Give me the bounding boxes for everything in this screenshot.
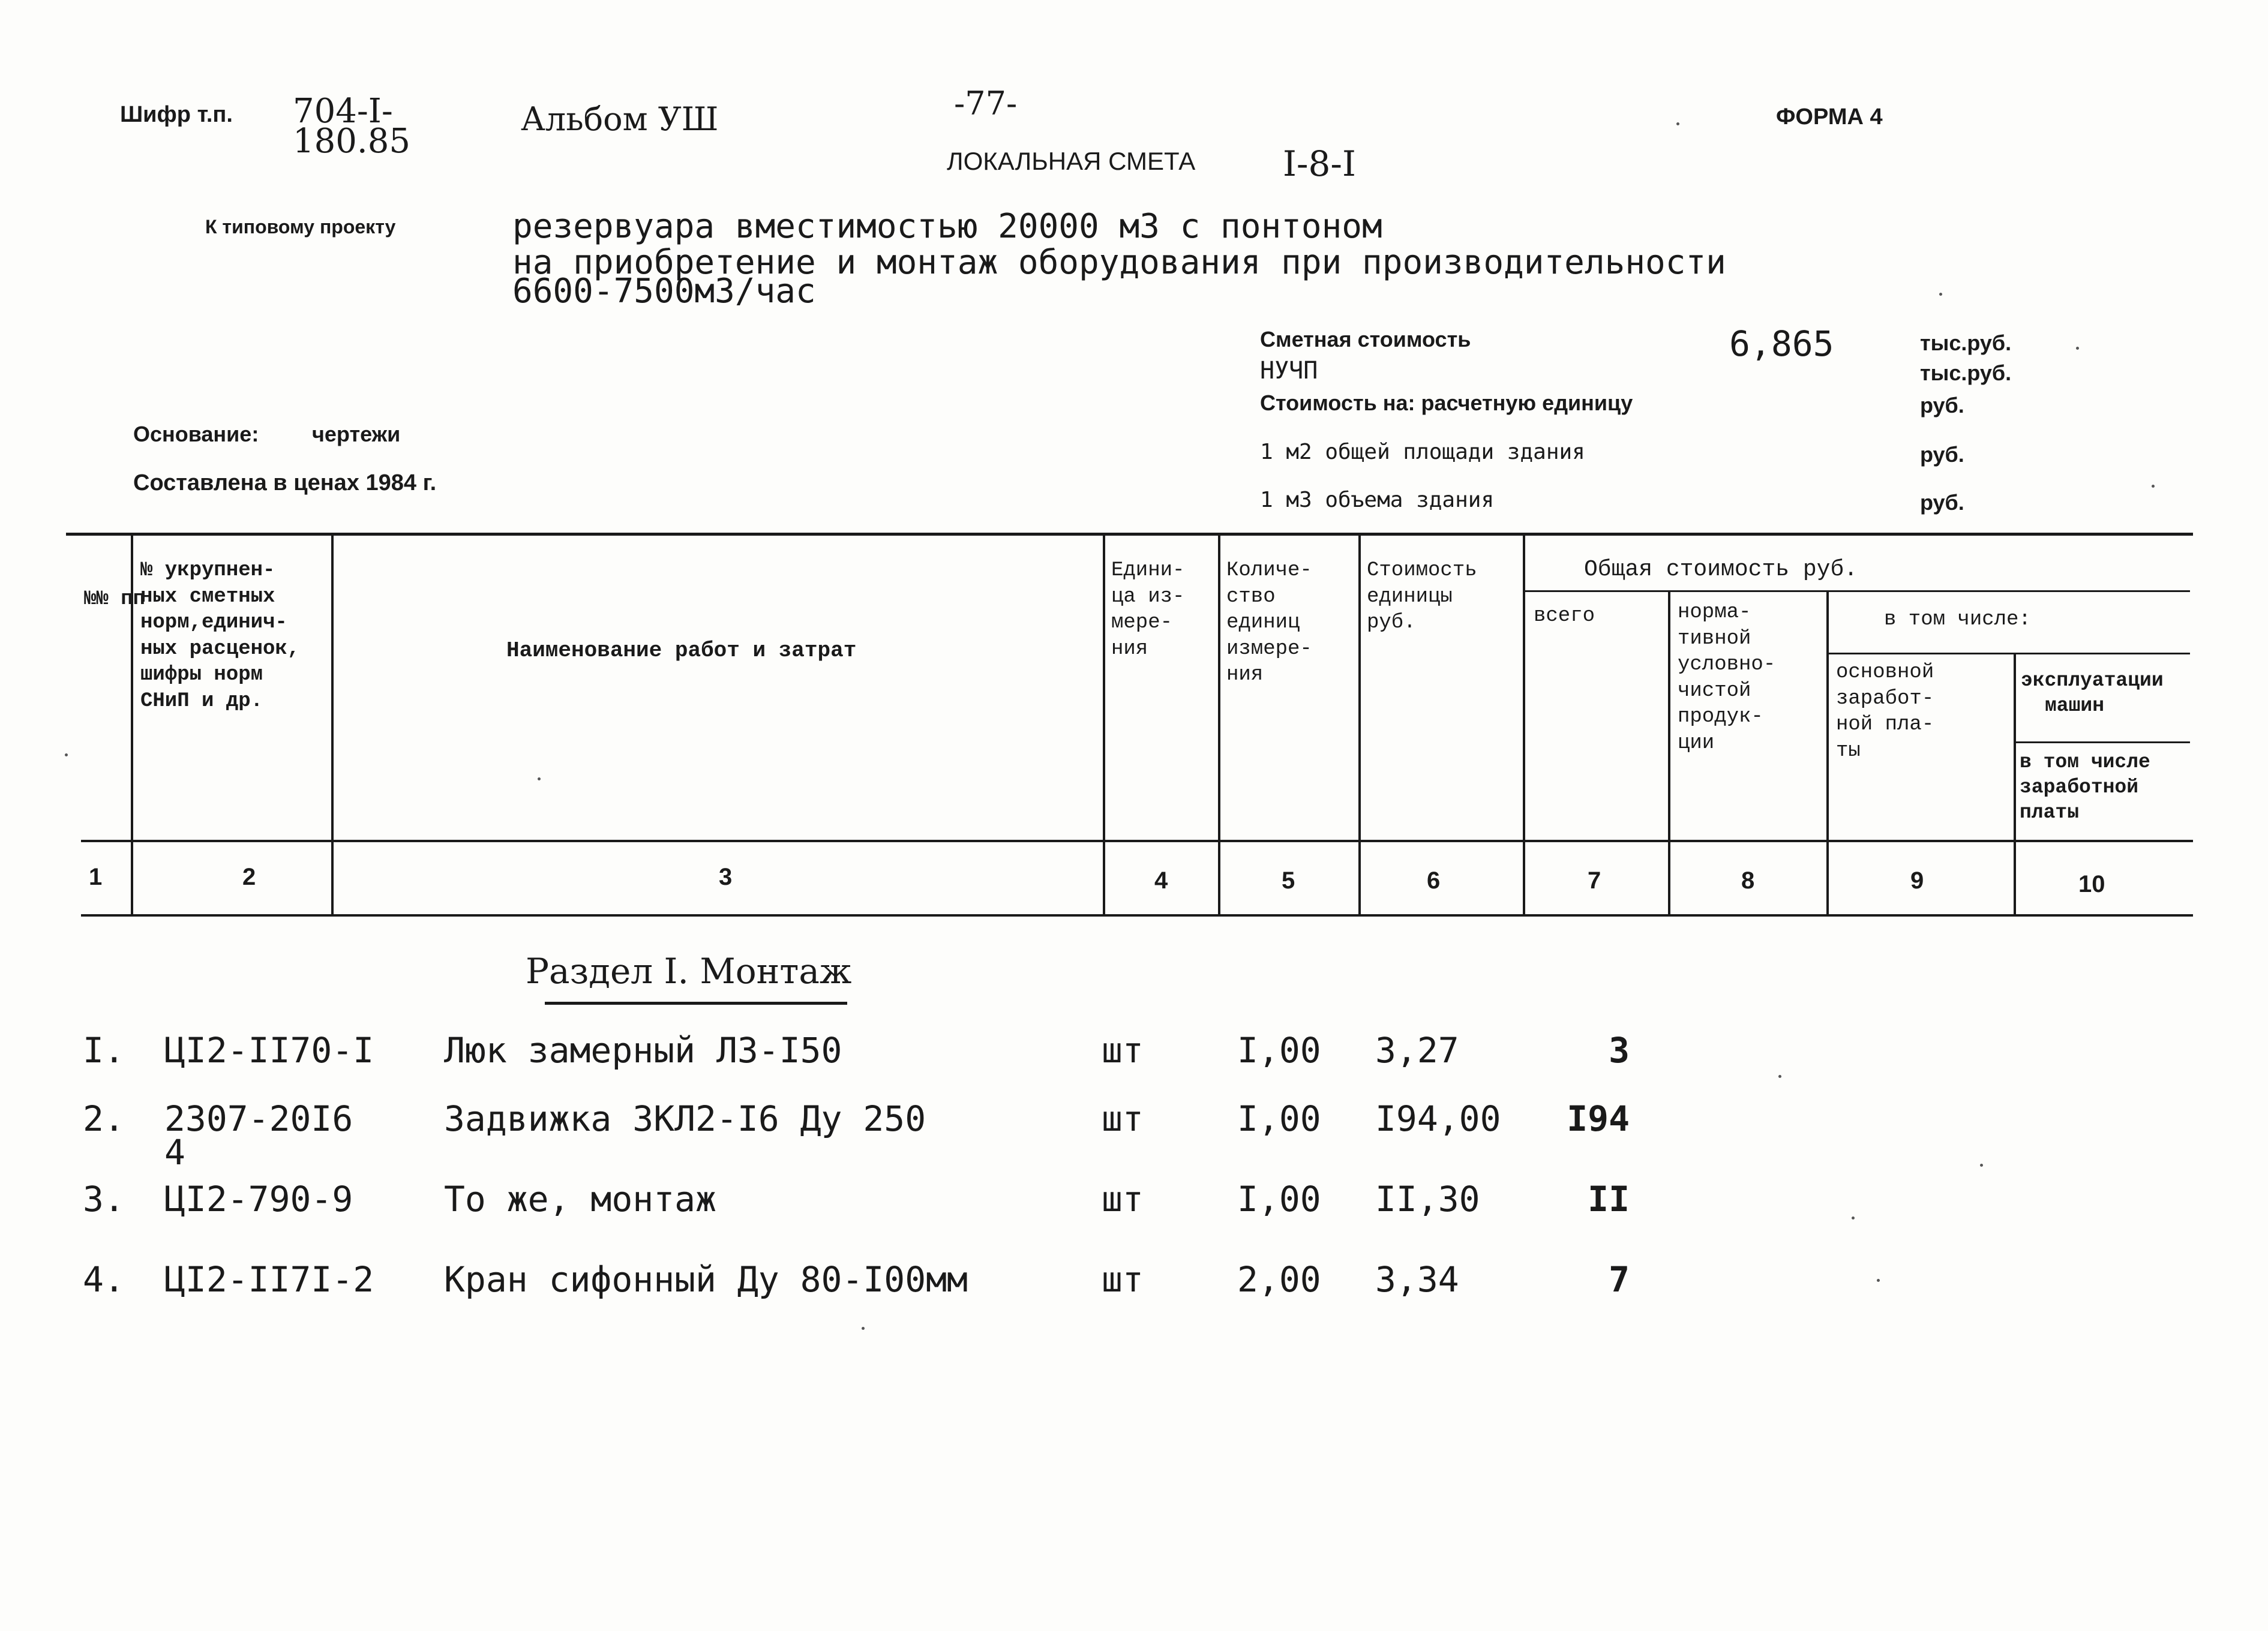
row-code-suffix: 4 bbox=[164, 1132, 185, 1173]
section-title: Раздел I. Монтаж bbox=[526, 951, 852, 992]
project-line2: на приобретение и монтаж оборудования при производительности bbox=[512, 243, 1726, 282]
per-unit-unit: руб. bbox=[1920, 393, 1964, 417]
col-header-7: всего bbox=[1534, 605, 1595, 627]
row-total: I94 bbox=[1567, 1098, 1630, 1139]
col-number-10: 10 bbox=[2078, 871, 2105, 897]
col-header-9: основной заработ- ной пла- ты bbox=[1836, 661, 1934, 762]
nuchp-label: НУЧП bbox=[1260, 357, 1318, 385]
col-header-10b: в том числе заработной платы bbox=[2020, 751, 2150, 824]
page-number: -77- bbox=[954, 85, 1018, 122]
basis-value: чертежи bbox=[312, 422, 401, 446]
col-header-2: № укрупнен- ных сметных норм,единич- ных расценок, шифры норм СНиП и др. bbox=[140, 559, 300, 713]
per-m3-label: 1 м3 объема здания bbox=[1260, 488, 1495, 512]
col-header-6: Стоимость единицы руб. bbox=[1367, 559, 1477, 635]
project-line3: 6600-7500м3/час bbox=[512, 272, 816, 311]
row-qty: 2,00 bbox=[1237, 1259, 1321, 1300]
col-number-9: 9 bbox=[1910, 867, 1924, 894]
row-code: ЦI2-II7I-2 bbox=[164, 1259, 374, 1300]
per-m3-unit: руб. bbox=[1920, 490, 1964, 515]
row-total: 3 bbox=[1609, 1030, 1630, 1071]
col-header-3: Наименование работ и затрат bbox=[506, 638, 857, 663]
row-qty: I,00 bbox=[1237, 1098, 1321, 1139]
row-code: ЦI2-II70-I bbox=[164, 1030, 374, 1071]
row-code: 2307-20I6 bbox=[164, 1098, 353, 1139]
estimated-cost-value: 6,865 bbox=[1729, 323, 1834, 364]
row-unit: шт bbox=[1102, 1179, 1144, 1220]
estimate-title: ЛОКАЛЬНАЯ СМЕТА bbox=[947, 147, 1196, 175]
col-number-5: 5 bbox=[1282, 867, 1295, 894]
row-name: Задвижка ЗКЛ2-I6 Ду 250 bbox=[444, 1098, 926, 1139]
row-qty: I,00 bbox=[1237, 1030, 1321, 1071]
cipher-label: Шифр т.п. bbox=[120, 102, 233, 127]
col-group-incl: в том числе: bbox=[1884, 608, 2031, 631]
row-code: ЦI2-790-9 bbox=[164, 1179, 353, 1220]
row-name: Люк замерный ЛЗ-I50 bbox=[444, 1030, 842, 1071]
row-name: То же, монтаж bbox=[444, 1179, 716, 1220]
row-name: Кран сифонный Ду 80-I00мм bbox=[444, 1259, 968, 1300]
row-number: 2. bbox=[83, 1098, 125, 1139]
row-total: 7 bbox=[1609, 1259, 1630, 1300]
per-m2-label: 1 м2 общей площади здания bbox=[1260, 440, 1585, 464]
cipher-line2: 180.85 bbox=[293, 122, 410, 161]
project-line1: резервуара вместимостью 20000 м3 с понтоном bbox=[512, 207, 1382, 246]
col-group-total: Общая стоимость руб. bbox=[1584, 557, 1858, 582]
row-total: II bbox=[1588, 1179, 1630, 1220]
col-number-7: 7 bbox=[1588, 867, 1601, 894]
col-number-3: 3 bbox=[719, 864, 733, 890]
col-number-8: 8 bbox=[1741, 867, 1755, 894]
row-number: I. bbox=[83, 1030, 125, 1071]
project-label: К типовому проекту bbox=[205, 216, 396, 238]
col-header-5: Количе- ство единиц измере- ния bbox=[1226, 559, 1312, 687]
album-label: Альбом УШ bbox=[521, 100, 719, 138]
col-number-1: 1 bbox=[89, 864, 103, 890]
row-price: II,30 bbox=[1375, 1179, 1480, 1220]
row-unit: шт bbox=[1102, 1098, 1144, 1139]
col-header-4: Едини- ца из- мере- ния bbox=[1111, 559, 1185, 660]
estimated-cost-label: Сметная стоимость bbox=[1260, 327, 1471, 352]
col-number-2: 2 bbox=[242, 864, 256, 890]
estimate-number: I-8-I bbox=[1283, 143, 1356, 184]
per-unit-label: Стоимость на: расчетную единицу bbox=[1260, 391, 1633, 415]
col-header-8: норма- тивной условно- чистой продук- ции bbox=[1678, 601, 1776, 755]
estimated-cost-unit: тыс.руб. bbox=[1920, 331, 2012, 355]
col-header-10a: эксплуатации машин bbox=[2021, 669, 2164, 717]
col-header-1: №№ пп bbox=[84, 588, 146, 611]
row-unit: шт bbox=[1102, 1030, 1144, 1071]
section-underline bbox=[545, 1002, 847, 1005]
row-number: 4. bbox=[83, 1259, 125, 1300]
col-number-6: 6 bbox=[1427, 867, 1441, 894]
cipher-line1: 704-I- bbox=[293, 92, 393, 131]
nuchp-unit: тыс.руб. bbox=[1920, 361, 2012, 385]
per-m2-unit: руб. bbox=[1920, 442, 1964, 467]
col-number-4: 4 bbox=[1154, 867, 1168, 894]
form-label: ФОРМА 4 bbox=[1776, 104, 1883, 130]
row-price: 3,27 bbox=[1375, 1030, 1459, 1071]
prices-year: Составлена в ценах 1984 г. bbox=[133, 470, 437, 495]
basis-label: Основание: bbox=[133, 422, 259, 446]
row-unit: шт bbox=[1102, 1259, 1144, 1300]
row-price: I94,00 bbox=[1375, 1098, 1501, 1139]
row-qty: I,00 bbox=[1237, 1179, 1321, 1220]
row-number: 3. bbox=[83, 1179, 125, 1220]
row-price: 3,34 bbox=[1375, 1259, 1459, 1300]
